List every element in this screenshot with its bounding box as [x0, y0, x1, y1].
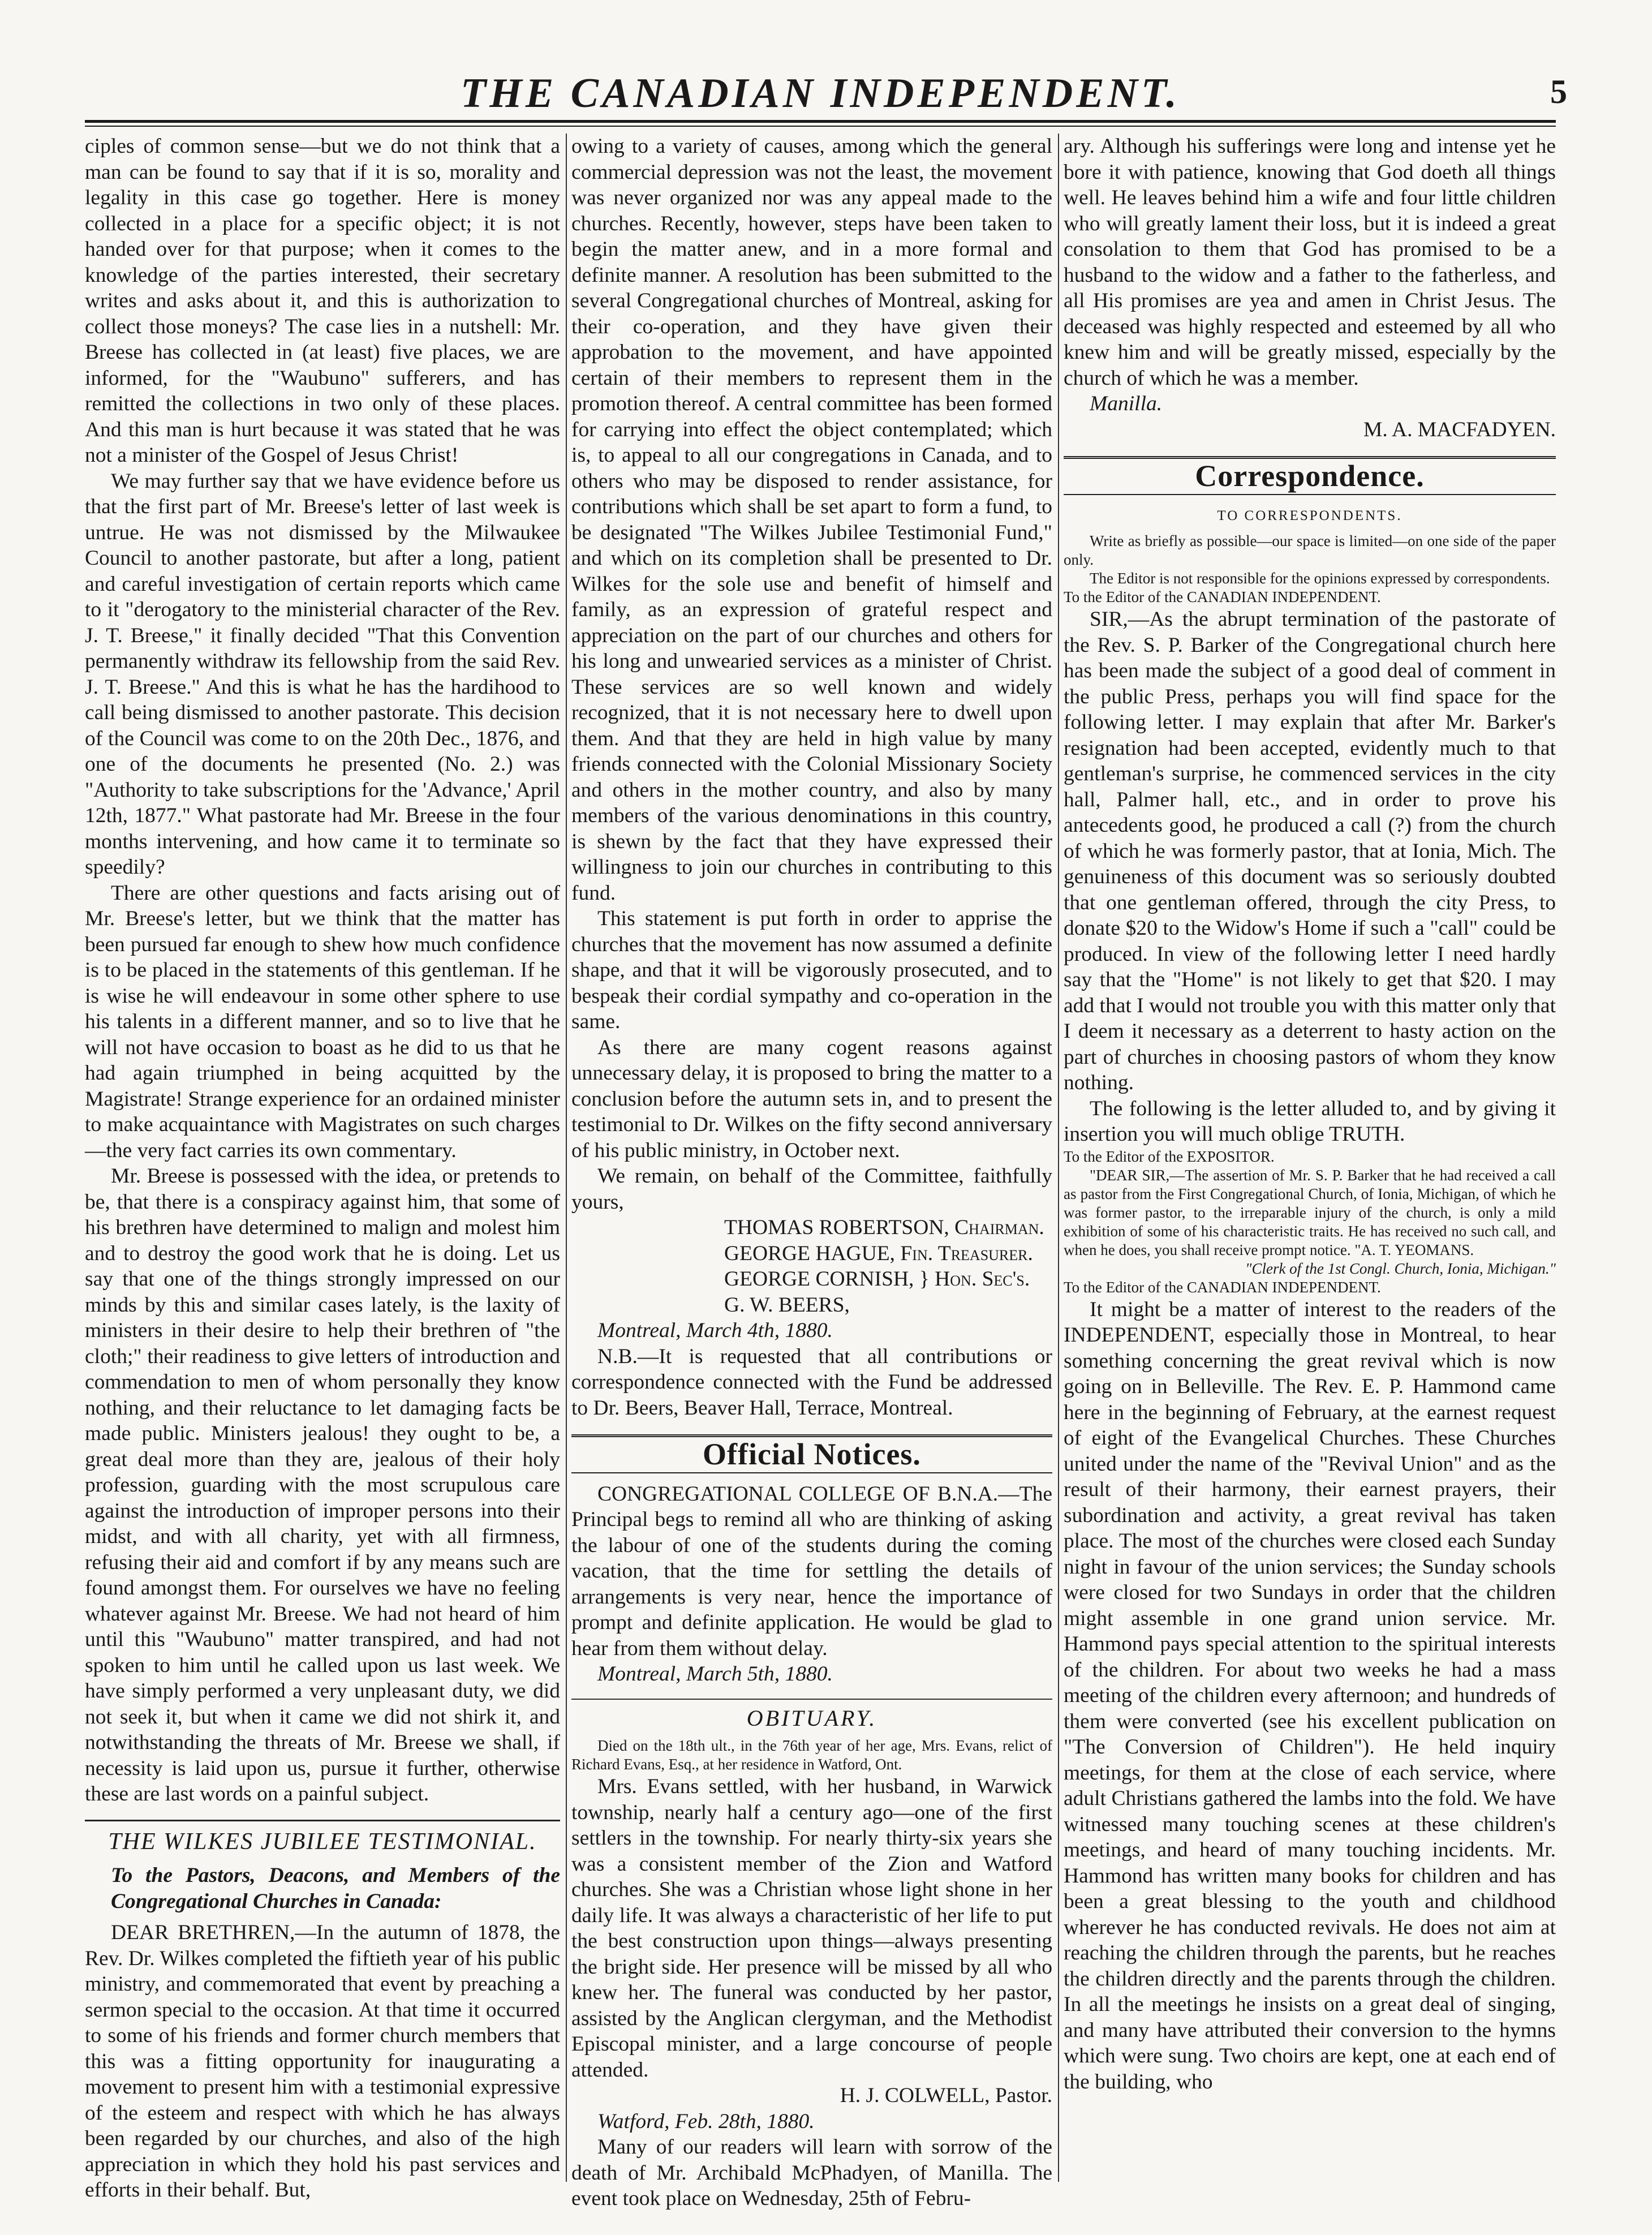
- letter-address: To the Editor of the CANADIAN INDEPENDENT.: [1064, 1278, 1381, 1296]
- masthead-rule: [85, 120, 1556, 123]
- signature-line: H. J. COLWELL, Pastor.: [840, 2084, 1052, 2107]
- dateline: Manilla.: [1090, 392, 1163, 415]
- editor-note: Write as briefly as possible—our space is limited—on one side of the paper only.: [1064, 532, 1556, 568]
- article-paragraph: As there are many cogent reasons against unnecessary delay, it is proposed to bring the matter to a conclusion before the autumn sets in, and to present the testimonial to Dr. Wilkes on the fifty second anniversary of his public ministry, in October next.: [571, 1035, 1052, 1162]
- dateline: Watford, Feb. 28th, 1880.: [597, 2109, 815, 2133]
- letter-paragraph: It might be a matter of interest to the readers of the INDEPENDENT, especially those in Montreal, to hear something concerning the great revival which is now going on in Belleville. The Rev. E. P. Hammond came here in the beginning of February, at the earnest request of eight of the Evangelical Churches. These Churches united under the name of the "Revival Union" and as the result of their harmony, their earnest prayers, their subordination and activity, a great revival has taken place. The most of the churches were closed each Sunday night in favour of the union services; the Sunday schools were closed for two Sundays in order that the children might assemble in one grand union service. Mr. Hammond pays special attention to the spiritual interests of the children. For about two weeks he had a mass meeting of the children every afternoon; and hundreds of them were converted (see his excellent publication on "The Conversion of Children"). He held inquiry meetings, for them at the close of each service, where adult Christians gathered the lambs into the fold. We have witnessed many touching scenes at these children's meetings, and heard of many touching incidents. Mr. Hammond has written many books for children and has been a great blessing to the youth and childhood wherever he has conducted revivals. He does not aim at reaching the children through the parents, but he reaches the children directly and the parents through the children. In all the meetings he insists on a great deal of singing, and many have attributed their conversion to the hymns which were sung. Two choirs are kept, one at each end of the building, who: [1064, 1297, 1556, 2094]
- article-paragraph: Many of our readers will learn with sorrow of the death of Mr. Archibald McPhadyen, of Manilla. The event took place on Wednesday, 25th of Febru-: [571, 2135, 1052, 2210]
- letter-paragraph: SIR,—As the abrupt termination of the pastorate of the Rev. S. P. Barker of the Congregational church here has been made the subject of a good deal of comment in the public Press, perhaps you will find space for the following letter. I may explain that after Mr. Barker's resignation had been accepted, evidently much to that gentleman's surprise, he commenced services in the city hall, Palmer hall, etc., and in order to prove his antecedents good, he produced a call (?) from the church of which he was formerly pastor, that at Ionia, Mich. The genuineness of this document was so seriously doubted that one gentleman offered, through the city Press, to donate $20 to the Widow's Home if such a "call" could be produced. In view of the following letter I need hardly say that the "Home" is not likely to get that $20. I may add that I would not trouble you with this matter only that I deem it necessary as a deterrent to hasty action on the part of churches in choosing pastors of whom they know nothing.: [1064, 608, 1556, 1094]
- obituary-notice: Died on the 18th ult., in the 76th year of her age, Mrs. Evans, relict of Richard Evans, Esq., at her residence in Watford, Ont.: [571, 1737, 1052, 1773]
- notice-paragraph: CONGREGATIONAL COLLEGE OF B.N.A.—The Principal begs to remind all who are thinking of asking the labour of one of the students during the coming vacation, that the time for settling the details of arrangements is very near, hence the importance of prompt and definite application. He would be glad to hear from them without delay.: [571, 1482, 1052, 1660]
- column-3: [1064, 134, 1556, 2182]
- newspaper-title: THE CANADIAN INDEPENDENT.: [461, 70, 1180, 117]
- section-heading: THE WILKES JUBILEE TESTIMONIAL.: [85, 1820, 560, 1855]
- letter-address: To the Editor of the EXPOSITOR.: [1064, 1147, 1275, 1165]
- letter-address: To the Editor of the CANADIAN INDEPENDENT.: [1064, 588, 1381, 605]
- article-paragraph: We remain, on behalf of the Committee, faithfully yours,: [571, 1164, 1052, 1214]
- column-1: [85, 134, 560, 2202]
- article-paragraph: This statement is put forth in order to apprise the churches that the movement has now assumed a definite shape, and that it will be vigorously prosecuted, and to bespeak their cordial sympathy and co-operation in the same.: [571, 907, 1052, 1033]
- salutation: To the Pastors, Deacons, and Members of the Congregational Churches in Canada:: [111, 1864, 560, 1913]
- signature-line: THOMAS ROBERTSON, Chairman.: [724, 1216, 1044, 1239]
- article-paragraph: ciples of common sense—but we do not think that a man can be found to say that if it is so, morality and legality in this case go together. Here is money collected in a place for a specific object; it is not handed over for that purpose; when it comes to the knowledge of the parties interested, their secretary writes and asks about it, and this is authorization to collect those moneys? The case lies in a nutshell: Mr. Breese has collected in (at least) five places, we are informed, for the "Waubuno" sufferers, and has remitted the collections in two only of these places. And this man is hurt because it was stated that he was not a minister of the Gospel of Jesus Christ!: [85, 135, 560, 467]
- section-heading: Official Notices.: [571, 1434, 1052, 1473]
- column-divider: [566, 134, 567, 2182]
- section-heading: Correspondence.: [1064, 456, 1556, 495]
- dateline: Montreal, March 4th, 1880.: [597, 1319, 833, 1342]
- article-paragraph: There are other questions and facts arising out of Mr. Breese's letter, but we think that the matter has been pursued far enough to shew how much confidence is to be placed in the statements of this gentleman. If he is wise he will endeavour in some other sphere to use his talents in a different manner, and so to live that he will not have occasion to boast as he did to us that he had again triumphed in being acquitted by the Magistrate! Strange experience for an ordained minister to make acquaintance with Magistrates on such charges—the very fact carries its own commentary.: [85, 881, 560, 1162]
- column-2: [571, 134, 1052, 2210]
- page-number: 5: [1550, 73, 1567, 110]
- signature-line: G. W. BEERS,: [724, 1293, 850, 1317]
- article-paragraph: Mrs. Evans settled, with her husband, in Warwick township, nearly half a century ago—one of the first settlers in the township. For nearly thirty-six years she was a consistent member of the Zion and Watford churches. She was a Christian whose light shone in her daily life. It was always a characteristic of her life to put the best construction upon things—always presenting the bright side. Her presence will be missed by all who knew her. The funeral was conducted by her pastor, assisted by the Anglican clergyman, and the Methodist Episcopal minister, and a large concourse of people attended.: [571, 1775, 1052, 2082]
- signature-line: GEORGE CORNISH, } Hon. Sec's.: [724, 1267, 1030, 1291]
- article-paragraph: Mr. Breese is possessed with the idea, or pretends to be, that there is a conspiracy against him, that some of his brethren have determined to malign and molest him and to destroy the good work that he is doing. Let us say that one of the things strongly impressed on our minds by this and similar cases lately, is the laxity of ministers in their desire to help their brethren of "the cloth;" their readiness to give letters of introduction and commendation to men of whom personally they know nothing, and their reluctance to let damaging facts be made public. Ministers jealous! they ought to be, a great deal more than they are, jealous of their holy profession, guarding with the most scrupulous care against the introduction of improper persons into their midst, and with all charity, yet with all firmness, refusing their aid and comfort if by any means such are found amongst them. For ourselves we have no feeling whatever against Mr. Breese. We had not heard of him until this "Waubuno" matter transpired, and had not spoken to him until he called upon us last week. We have simply performed a very unpleasant duty, we did not seek it, but when it came we did not shirk it, and notwithstanding the threats of Mr. Breese we shall, if necessity is laid upon us, pursue it further, otherwise these are last words on a painful subject.: [85, 1164, 560, 1806]
- subheading: TO CORRESPONDENTS.: [1217, 508, 1403, 523]
- article-paragraph: N.B.—It is requested that all contributions or correspondence connected with the Fund be addressed to Dr. Beers, Beaver Hall, Terrace, Montreal.: [571, 1344, 1052, 1420]
- signature-line: GEORGE HAGUE, Fin. Treasurer.: [724, 1241, 1033, 1265]
- masthead: [85, 68, 1567, 119]
- article-paragraph: We may further say that we have evidence before us that the first part of Mr. Breese's letter of last week is untrue. He was not dismissed by the Milwaukee Council to another pastorate, but after a long, patient and careful investigation of certain reports which came to it "derogatory to the ministerial character of the Rev. J. T. Breese," it finally decided "That this Convention permanently withdraw its fellowship from the said Rev. J. T. Breese." And this is what he has the hardihood to call being dismissed to another pastorate. This decision of the Council was come to on the 20th Dec., 1876, and one of the documents he presented (No. 2.) was "Authority to take subscriptions for the 'Advance,' April 12th, 1877." What pastorate had Mr. Breese in the four months intervening, and how came it to terminate so speedily?: [85, 469, 560, 879]
- masthead-rule-thin: [85, 126, 1556, 127]
- article-paragraph: owing to a variety of causes, among which the general commercial depression was not the least, the movement was never organized nor was any appeal made to the churches. Recently, however, steps have been taken to begin the matter anew, and in a more formal and definite manner. A resolution has been submitted to the several Congregational churches of Montreal, asking for their co-operation, and they have given their approbation to the movement, and have appointed certain of their members to represent them in the promotion thereof. A central committee has been formed for carrying into effect the object contemplated; which is, to appeal to all our congregations in Canada, and to others who may be disposed to render assistance, for contributions which shall be set apart to form a fund, to be designated "The Wilkes Jubilee Testimonial Fund," and which on its completion shall be presented to Dr. Wilkes for the sole use and benefit of himself and family, as an expression of grateful respect and appreciation on the part of our churches and others for his long and unwearied services as a minister of Christ. These services are so well known and widely recognized, that it is not necessary here to dwell upon them. And that they are held in high value by many friends connected with the Colonial Missionary Society and others in the mother country, and also by many members of the various denominations in this country, is shewn by the fact that they have expressed their willingness to join our churches in contributing to this fund.: [571, 135, 1052, 905]
- article-paragraph: ary. Although his sufferings were long and intense yet he bore it with patience, knowing that God doeth all things well. He leaves behind him a wife and four little children who will greatly lament their loss, but it is indeed a great consolation to them that God has promised to be a husband to the widow and a father to the fatherless, and all His promises are yea and amen in Christ Jesus. The deceased was highly respected and esteemed by all who knew him and will be greatly missed, especially by the church of which he was a member.: [1064, 135, 1556, 390]
- article-paragraph: DEAR BRETHREN,—In the autumn of 1878, the Rev. Dr. Wilkes completed the fiftieth year of his public ministry, and commemorated that event by preaching a sermon special to the occasion. At that time it occurred to some of his friends and former church members that this was a fitting opportunity for inaugurating a movement to present him with a testimonial expressive of the esteem and respect with which he has always been regarded by our churches, and also of the high appreciation in which they hold his past services and efforts in their behalf. But,: [85, 1921, 560, 2202]
- section-heading: OBITUARY.: [571, 1699, 1052, 1731]
- signature-line: M. A. MACFADYEN.: [1363, 418, 1556, 441]
- signature-line: "Clerk of the 1st Congl. Church, Ionia, Michigan.": [1245, 1260, 1556, 1277]
- column-divider: [1058, 134, 1059, 2182]
- letter-paragraph: The following is the letter alluded to, and by giving it insertion you will much oblige TRUTH.: [1064, 1097, 1556, 1146]
- dateline: Montreal, March 5th, 1880.: [597, 1662, 833, 1686]
- quoted-letter: "DEAR SIR,—The assertion of Mr. S. P. Barker that he had received a call as pastor from the First Congregational Church, of Ionia, Michigan, of which he was former pastor, to the irreparable injury of the church, is only a mild exhibition of some of his characteristic traits. He has received no such call, and when he does, you shall receive prompt notice. "A. T. YEOMANS.: [1064, 1166, 1556, 1258]
- editor-note: The Editor is not responsible for the opinions expressed by correspondents.: [1090, 570, 1550, 587]
